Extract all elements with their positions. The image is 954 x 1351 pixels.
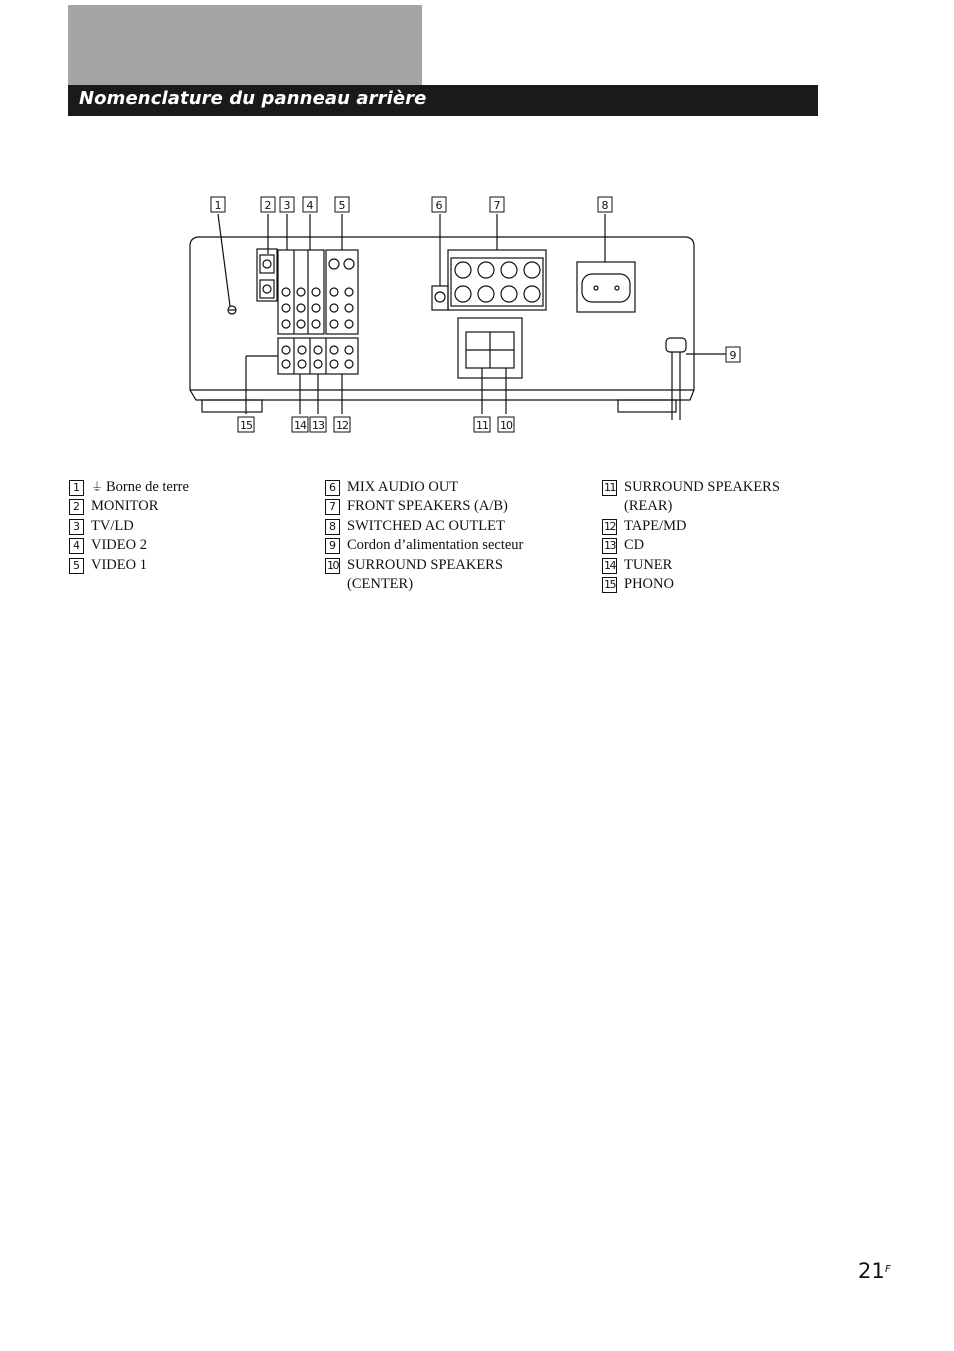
callout-1: 1 bbox=[214, 199, 222, 212]
legend-text: SURROUND SPEAKERS (CENTER) bbox=[347, 556, 503, 593]
legend-text: CD bbox=[624, 537, 645, 554]
legend-number: 7 bbox=[325, 499, 340, 515]
legend-item bbox=[325, 497, 523, 516]
legend-number: 14 bbox=[604, 558, 615, 572]
legend-item bbox=[602, 575, 780, 594]
legend-text: Borne de terre bbox=[106, 479, 189, 495]
legend-number: 4 bbox=[69, 538, 84, 554]
legend-column-1 bbox=[69, 478, 189, 575]
legend-text: PHONO bbox=[624, 576, 674, 593]
legend-item bbox=[602, 536, 780, 555]
legend-item bbox=[69, 497, 189, 516]
legend-item bbox=[602, 517, 780, 536]
legend-text: SWITCHED AC OUTLET bbox=[347, 517, 505, 534]
legend-column-3 bbox=[602, 478, 780, 594]
legend-text: MIX AUDIO OUT bbox=[347, 479, 459, 495]
legend-item bbox=[69, 556, 189, 575]
callout-11: 11 bbox=[476, 419, 488, 432]
legend-column-2 bbox=[325, 478, 523, 594]
legend-item bbox=[325, 517, 523, 536]
legend-number: 10 bbox=[327, 558, 338, 572]
legend-text: VIDEO 2 bbox=[91, 537, 147, 554]
callout-4: 4 bbox=[306, 199, 314, 212]
legend-text: TUNER bbox=[624, 556, 673, 573]
legend-number: 13 bbox=[604, 539, 615, 553]
callout-13: 13 bbox=[312, 419, 324, 432]
callout-15: 15 bbox=[240, 419, 252, 432]
legend-number: 6 bbox=[325, 480, 340, 496]
callout-5: 5 bbox=[338, 199, 346, 212]
callout-3: 3 bbox=[283, 199, 291, 212]
callout-12: 12 bbox=[336, 419, 348, 432]
legend-item bbox=[325, 536, 523, 555]
legend-text: SURROUND SPEAKERS (REAR) bbox=[624, 479, 780, 515]
legend-number: 9 bbox=[325, 538, 340, 554]
legend-text: FRONT SPEAKERS (A/B) bbox=[347, 498, 508, 515]
legend-number: 5 bbox=[69, 558, 84, 574]
callout-7: 7 bbox=[493, 199, 501, 212]
page-suffix: F bbox=[885, 1264, 891, 1275]
page-number: 21 bbox=[858, 1259, 885, 1283]
legend-text: TV/LD bbox=[91, 517, 134, 534]
legend-text: MONITOR bbox=[91, 498, 159, 515]
callout-10: 10 bbox=[500, 419, 512, 432]
legend-text: VIDEO 1 bbox=[91, 556, 147, 573]
legend-item bbox=[602, 478, 780, 517]
rear-panel-diagram bbox=[0, 0, 954, 460]
legend-text: Cordon d’alimentation secteur bbox=[347, 537, 524, 554]
legend-item bbox=[602, 556, 780, 575]
ground-icon: ⏚ bbox=[91, 480, 104, 494]
legend-number: 11 bbox=[604, 481, 615, 494]
legend-item bbox=[325, 556, 523, 595]
page-title: Nomenclature du panneau arrière bbox=[79, 88, 427, 109]
callout-2: 2 bbox=[264, 199, 272, 212]
callout-14: 14 bbox=[294, 419, 306, 432]
legend-item bbox=[69, 536, 189, 555]
legend-number: 8 bbox=[325, 519, 340, 535]
callout-8: 8 bbox=[601, 199, 609, 212]
legend-item bbox=[69, 517, 189, 536]
callout-9: 9 bbox=[729, 349, 737, 362]
legend-text: TAPE/MD bbox=[624, 517, 687, 534]
callout-6: 6 bbox=[435, 199, 443, 212]
legend-number: 3 bbox=[69, 519, 84, 535]
legend-item bbox=[325, 478, 523, 497]
legend-number: 12 bbox=[604, 519, 615, 533]
legend-item bbox=[69, 478, 189, 497]
legend-number: 2 bbox=[69, 499, 84, 515]
legend-number: 1 bbox=[69, 480, 84, 496]
legend-number: 15 bbox=[604, 578, 615, 592]
